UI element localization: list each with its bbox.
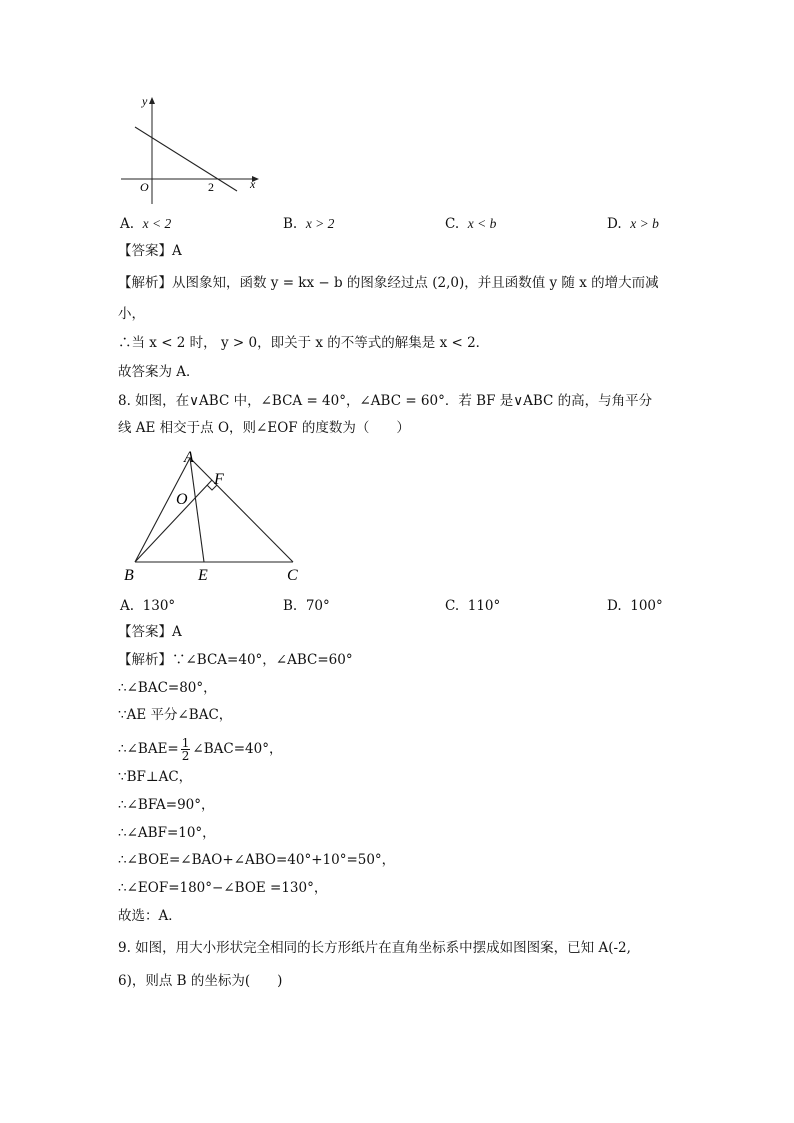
bisector-ae: [190, 458, 204, 562]
q8-analysis-line-8: ∴∠BOE=∠BAO+∠ABO=40°+10°=50°，: [118, 852, 396, 868]
label-e: E: [198, 567, 208, 584]
q7-option-b: B. x > 2: [283, 216, 335, 232]
q8-answer: 【答案】A: [118, 624, 182, 640]
q8-analysis-line-1: 【解析】∵∠BCA=40°，∠ABC=60°: [118, 652, 353, 668]
x-axis-label: x: [250, 177, 256, 191]
fraction-one-half: $\frac{1}{2}$: [181, 736, 190, 763]
y-axis-arrow: [149, 97, 155, 104]
label-o: O: [176, 491, 188, 508]
q7-analysis-line-1: 【解析】从图象知，函数 y = kx − b 的图象经过点 (2,0)，并且函数值 y 随 x 的增大而减: [118, 275, 659, 291]
q9-stem-line-1: 9. 如图，用大小形状完全相同的长方形纸片在直角坐标系中摆成如图图案，已知 A(-2,: [118, 940, 631, 956]
q9-stem-line-2: 6)，则点 B 的坐标为( ): [118, 973, 283, 989]
side-ab: [135, 458, 190, 562]
q8-analysis-line-5: ∵BF⊥AC，: [118, 769, 193, 785]
q8-analysis-line-7: ∴∠ABF=10°，: [118, 825, 216, 841]
origin-label: O: [140, 180, 149, 194]
q8-analysis-line-6: ∴∠BFA=90°，: [118, 797, 215, 813]
q8-analysis-line-3: ∵AE 平分∠BAC，: [118, 707, 233, 723]
q7-option-c: C. x < b: [445, 216, 497, 232]
q7-option-d: D. x > b: [607, 216, 659, 232]
label-a: A: [184, 449, 194, 466]
q8-option-a: A. 130°: [120, 598, 176, 614]
label-b: B: [124, 567, 134, 584]
q7-analysis-line-4: 故答案为 A．: [118, 364, 200, 380]
q8-analysis-line-2: ∴∠BAC=80°，: [118, 680, 217, 696]
q7-analysis-line-2: 小，: [118, 306, 145, 322]
function-line: [135, 127, 237, 191]
y-axis-label: y: [142, 94, 148, 108]
label-f: F: [214, 471, 224, 488]
q8-option-c: C. 110°: [445, 598, 501, 614]
q8-analysis-line-10: 故选：A．: [118, 908, 182, 924]
altitude-bf: [135, 480, 212, 562]
q7-analysis-line-3: ∴当 x < 2 时， y > 0，即关于 x 的不等式的解集是 x < 2．: [118, 335, 490, 351]
triangle-figure: [115, 444, 315, 589]
q7-answer: 【答案】A: [118, 243, 182, 259]
side-ac: [190, 458, 293, 562]
q8-analysis-line-9: ∴∠EOF=180°−∠BOE =130°，: [118, 880, 328, 896]
linear-function-graph: [115, 92, 265, 210]
q8-stem-line-2: 线 AE 相交于点 O，则∠EOF 的度数为（ ）: [118, 420, 410, 436]
x-intercept-label: 2: [208, 180, 214, 194]
q7-option-a: A. x < 2: [120, 216, 172, 232]
label-c: C: [287, 567, 298, 584]
q8-stem-line-1: 8. 如图，在∨ABC 中，∠BCA = 40°，∠ABC = 60°．若 BF 是∨ABC 的高，与角平分: [118, 393, 653, 409]
q8-analysis-line-4: ∴∠BAE= $\frac{1}{2}$ ∠BAC=40°，: [118, 736, 283, 763]
q8-option-b: B. 70°: [283, 598, 330, 614]
q8-option-d: D. 100°: [607, 598, 663, 614]
